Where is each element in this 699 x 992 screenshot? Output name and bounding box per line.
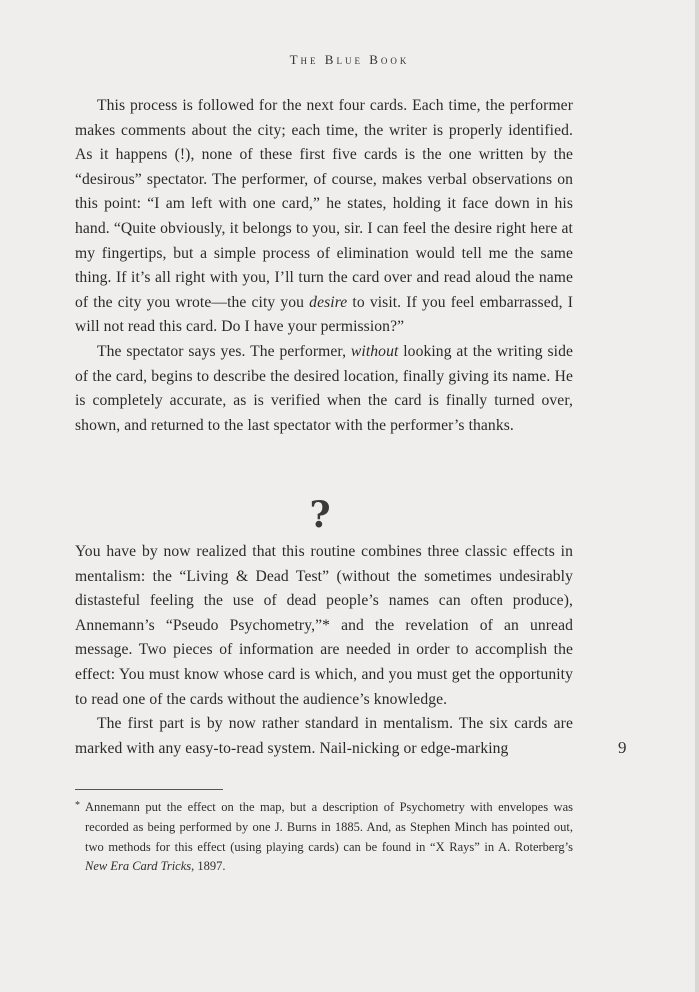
paragraph-2: The spectator says yes. The performer, without looking at the writing side of the card, begins to describe the desired location, finally giving its name. He is completely accurate, as is verified when the card is finally turned over, shown, and returned to the last spectator with the performer’s thanks.	[75, 342, 573, 434]
section-break-question-mark: ?	[309, 494, 331, 536]
paragraph-3: You have by now realized that this routine combines three classic effects in mentalism: the “Living & Dead Test” (without the sometimes undesirably distasteful feeling the use of dead people’s names can often produce), Annemann’s “Pseudo Psychometry,”* and the revelation of an unread message. Two pieces of information are needed in order to accomplish the effect: You must know whose card is which, and you must get the opportunity to read one of the cards without the audience’s knowledge.	[75, 543, 573, 708]
body-text-continued	[75, 540, 573, 761]
page-edge-shadow	[695, 0, 699, 992]
page-number: 9	[618, 738, 627, 757]
footnote-book-title: New Era Card Tricks	[85, 859, 192, 874]
emphasis-desire: desire	[309, 293, 348, 311]
paragraph-1: This process is followed for the next four cards. Each time, the performer makes comments about the city; each time, the writer is properly identified. As it happens (!), none of these first five cards is the one written by the “desirous” spectator. The performer, of course, makes verbal observations on this point: “I am left with one card,” he states, holding it face down in his hand. “Quite obviously, it belongs to you, sir. I can feel the desire right here at my fingertips, but a simple process of elimination would tell me the same thing. If it’s all right with you, I’ll turn the card over and read aloud the name of the city you wrote—the city you desire to visit. If you feel embarrassed, I will not read this card. Do I have your permission?”	[75, 97, 573, 336]
body-text	[75, 94, 573, 438]
emphasis-without: without	[350, 342, 399, 360]
footnote-marker: *	[75, 800, 80, 811]
footnote-text: Annemann put the effect on the map, but a description of Psychometry with envelopes was recorded as being performed by one J. Burns in 1885. And, as Stephen Minch has pointed out, two methods for this effect (using playing cards) can be found in “X Rays” in A. Roterberg’s New Era Card Tricks, 1897.	[85, 800, 573, 874]
footnote	[75, 798, 573, 877]
running-head-text: The Blue Book	[289, 52, 410, 67]
footnote-rule	[75, 789, 223, 790]
running-head	[0, 52, 699, 68]
paragraph-4: The first part is by now rather standard in mentalism. The six cards are marked with any easy-to-read system. Nail-nicking or edge-marking	[75, 715, 573, 757]
